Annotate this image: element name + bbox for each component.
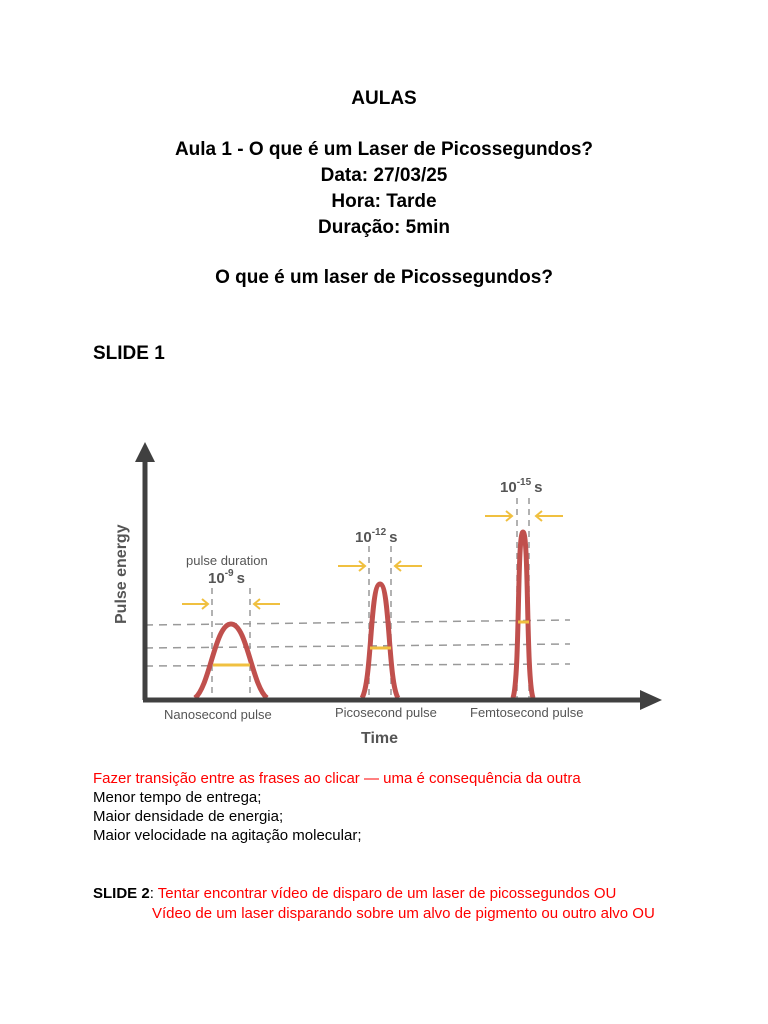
document-heading: AULAS xyxy=(351,88,417,109)
lesson-title: Aula 1 - O que é um Laser de Picossegundos? xyxy=(174,139,594,160)
femtosecond-pulse-curve xyxy=(513,532,533,698)
list-item: Menor tempo de entrega; xyxy=(93,789,262,806)
y-axis-label: Pulse energy xyxy=(113,524,130,624)
list-item: Maior densidade de energia; xyxy=(93,808,284,825)
picosecond-pulse-curve xyxy=(362,584,398,698)
picosecond-pulse-label: Picosecond pulse xyxy=(335,705,437,720)
lesson-date: Data: 27/03/25 xyxy=(320,165,448,186)
femtosecond-duration-label: $10^{-15}$ s xyxy=(500,477,543,496)
slide2-text: Tentar encontrar vídeo de disparo de um laser de picossegundos OU xyxy=(157,885,617,902)
dashed-level-line xyxy=(145,644,570,648)
slide2-line xyxy=(93,884,616,903)
lesson-question: O que é um laser de Picossegundos? xyxy=(215,267,553,288)
y-axis-arrowhead xyxy=(135,442,155,462)
pulse-duration-figure xyxy=(100,436,670,756)
x-axis-label: Time xyxy=(361,730,399,747)
slide2-text-continued: Vídeo de um laser disparando sobre um alvo de pigmento ou outro alvo OU xyxy=(152,905,655,922)
dashed-level-line xyxy=(145,620,570,625)
nanosecond-pulse-curve xyxy=(195,624,267,698)
slide1-label: SLIDE 1 xyxy=(93,343,165,364)
picosecond-duration-label: $10^{-12}$ s xyxy=(355,527,398,546)
x-axis-arrowhead xyxy=(640,690,662,710)
transition-note: Fazer transição entre as frases ao clicar — uma é consequência da outra xyxy=(93,770,581,787)
slide2-separator: : xyxy=(149,885,158,902)
lesson-time: Hora: Tarde xyxy=(331,191,437,212)
nanosecond-pulse-label: Nanosecond pulse xyxy=(164,707,272,722)
lesson-duration: Duração: 5min xyxy=(318,217,450,238)
slide2-label: SLIDE 2 xyxy=(93,885,150,902)
nanosecond-duration-label: $10^{-9}$ s xyxy=(208,568,245,587)
list-item: Maior velocidade na agitação molecular; xyxy=(93,827,362,844)
pulse-duration-label: pulse duration xyxy=(186,553,268,568)
femtosecond-pulse-label: Femtosecond pulse xyxy=(470,705,584,720)
